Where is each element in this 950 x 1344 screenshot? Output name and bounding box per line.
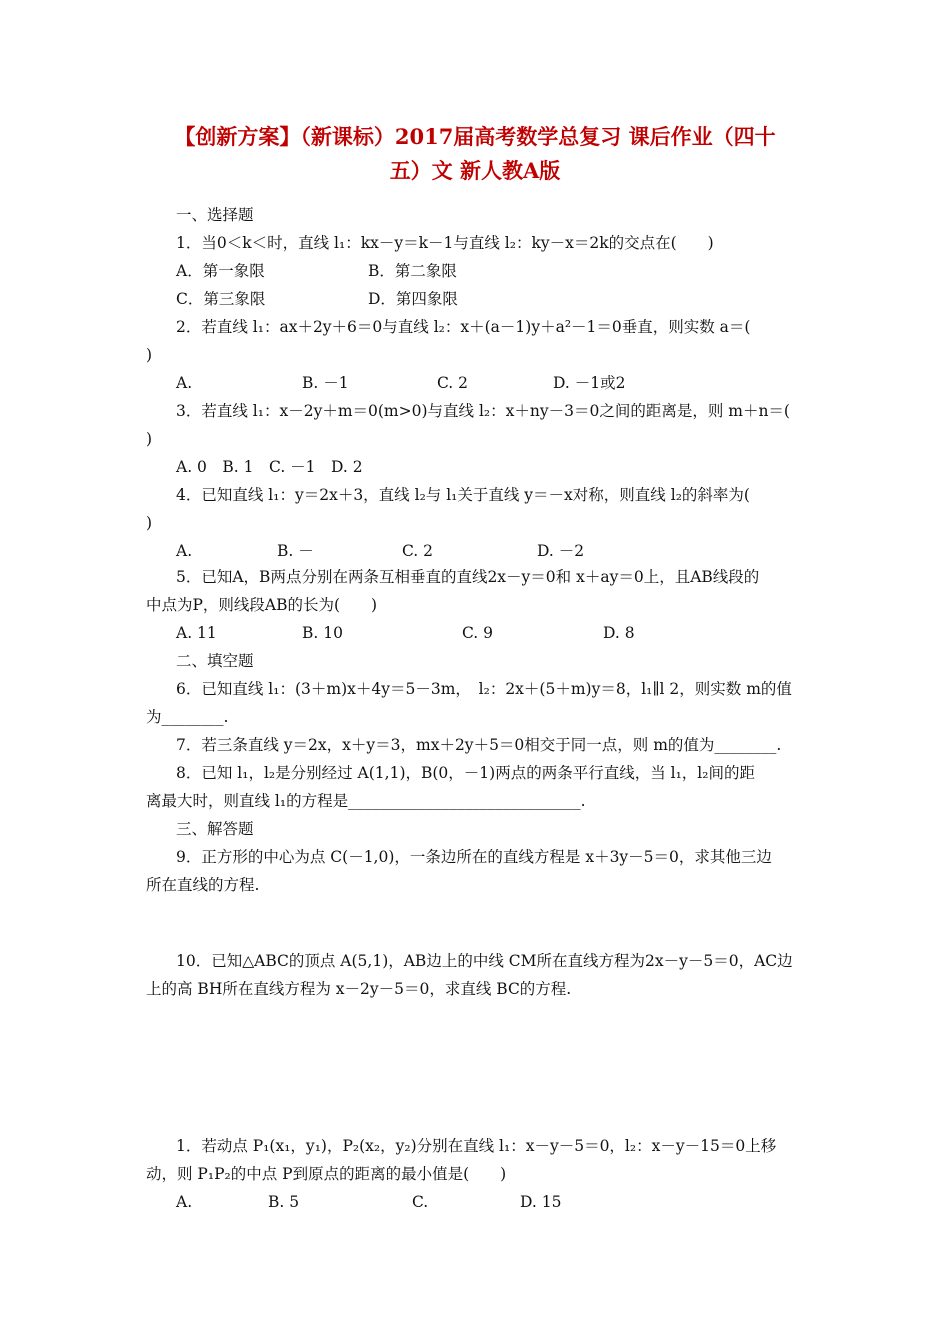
question-1-option-a: A．第一象限 <box>176 262 265 280</box>
question-9-stem: 9．正方形的中心为点 C(－1,0)，一条边所在的直线方程是 x＋3y－5＝0，求其他三边 <box>176 848 772 866</box>
question-1-option-b: B．第二象限 <box>368 262 457 280</box>
section-heading-choice: 一、选择题 <box>176 206 254 224</box>
section-heading-fill: 二、填空题 <box>176 652 254 670</box>
question-3-stem: 3．若直线 l₁：x－2y＋m＝0(m>0)与直线 l₂：x＋ny－3＝0之间的距离是，则 m＋n＝( <box>176 402 790 420</box>
question-3-stem-cont: ) <box>146 430 153 448</box>
question-5-option-b: B. 10 <box>302 624 343 642</box>
question-8-stem: 8．已知 l₁，l₂是分别经过 A(1,1)，B(0，－1)两点的两条平行直线，当 l₁，l₂间的距 <box>176 764 755 782</box>
question-4-option-a: A. <box>176 542 193 560</box>
bonus-question-1-stem: 1．若动点 P₁(x₁，y₁)，P₂(x₂，y₂)分别在直线 l₁：x－y－5＝0，l₂：x－y－15＝0上移 <box>176 1137 777 1155</box>
question-8-stem-cont: 离最大时，则直线 l₁的方程是______________________________. <box>146 792 586 810</box>
question-4-option-c: C. 2 <box>402 542 434 560</box>
question-5-option-a: A. 11 <box>176 624 217 642</box>
question-1-option-d: D．第四象限 <box>368 290 458 308</box>
question-5-stem: 5．已知A，B两点分别在两条互相垂直的直线2x－y＝0和 x＋ay＝0上，且AB线段的 <box>176 568 760 586</box>
question-2-stem: 2．若直线 l₁：ax＋2y＋6＝0与直线 l₂：x＋(a－1)y＋a²－1＝0垂直，则实数 a＝( <box>176 318 751 336</box>
question-2-option-a: A. <box>176 374 193 392</box>
bonus-question-1-option-d: D. 15 <box>520 1193 562 1211</box>
question-10-stem-cont: 上的高 BH所在直线方程为 x－2y－5＝0，求直线 BC的方程. <box>146 980 572 998</box>
question-2-stem-cont: ) <box>146 346 153 364</box>
title-line-1: 【创新方案】（新课标）2017届高考数学总复习 课后作业（四十 <box>174 124 776 149</box>
question-2-option-c: C. 2 <box>437 374 469 392</box>
question-4-option-b: B. － <box>277 542 314 560</box>
question-10-stem: 10．已知△ABC的顶点 A(5,1)，AB边上的中线 CM所在直线方程为2x－y－5＝0，AC边 <box>176 952 793 970</box>
document-title <box>120 120 830 188</box>
question-5-option-d: D. 8 <box>603 624 635 642</box>
question-6-stem: 6．已知直线 l₁：(3＋m)x＋4y＝5－3m， l₂：2x＋(5＋m)y＝8，l₁∥l 2，则实数 m的值 <box>176 680 792 698</box>
bonus-question-1-option-c: C. <box>412 1193 429 1211</box>
title-line-2: 五）文 新人教A版 <box>389 158 561 183</box>
question-4-option-d: D. －2 <box>537 542 585 560</box>
section-heading-solve: 三、解答题 <box>176 820 254 838</box>
bonus-question-1-option-a: A. <box>176 1193 193 1211</box>
question-1-option-c: C．第三象限 <box>176 290 266 308</box>
question-4-stem-cont: ) <box>146 514 153 532</box>
question-6-stem-cont: 为________. <box>146 708 229 726</box>
question-2-option-d: D. －1或2 <box>553 374 626 392</box>
question-4-stem: 4．已知直线 l₁：y＝2x＋3，直线 l₂与 l₁关于直线 y＝－x对称，则直线 l₂的斜率为( <box>176 486 750 504</box>
question-5-stem-cont: 中点为P，则线段AB的长为( ) <box>146 596 378 614</box>
question-1-stem: 1．当0＜k＜时，直线 l₁：kx－y＝k－1与直线 l₂：ky－x＝2k的交点在( ) <box>176 234 714 252</box>
bonus-question-1-stem-cont: 动，则 P₁P₂的中点 P到原点的距离的最小值是( ) <box>146 1165 507 1183</box>
question-9-stem-cont: 所在直线的方程. <box>146 876 260 894</box>
question-5-option-c: C. 9 <box>462 624 494 642</box>
bonus-question-1-option-b: B. 5 <box>268 1193 300 1211</box>
question-7-stem: 7．若三条直线 y＝2x，x＋y＝3，mx＋2y＋5＝0相交于同一点，则 m的值为________. <box>176 736 782 754</box>
question-3-options: A. 0 B. 1 C. －1 D. 2 <box>176 458 363 476</box>
question-2-option-b: B. －1 <box>302 374 349 392</box>
